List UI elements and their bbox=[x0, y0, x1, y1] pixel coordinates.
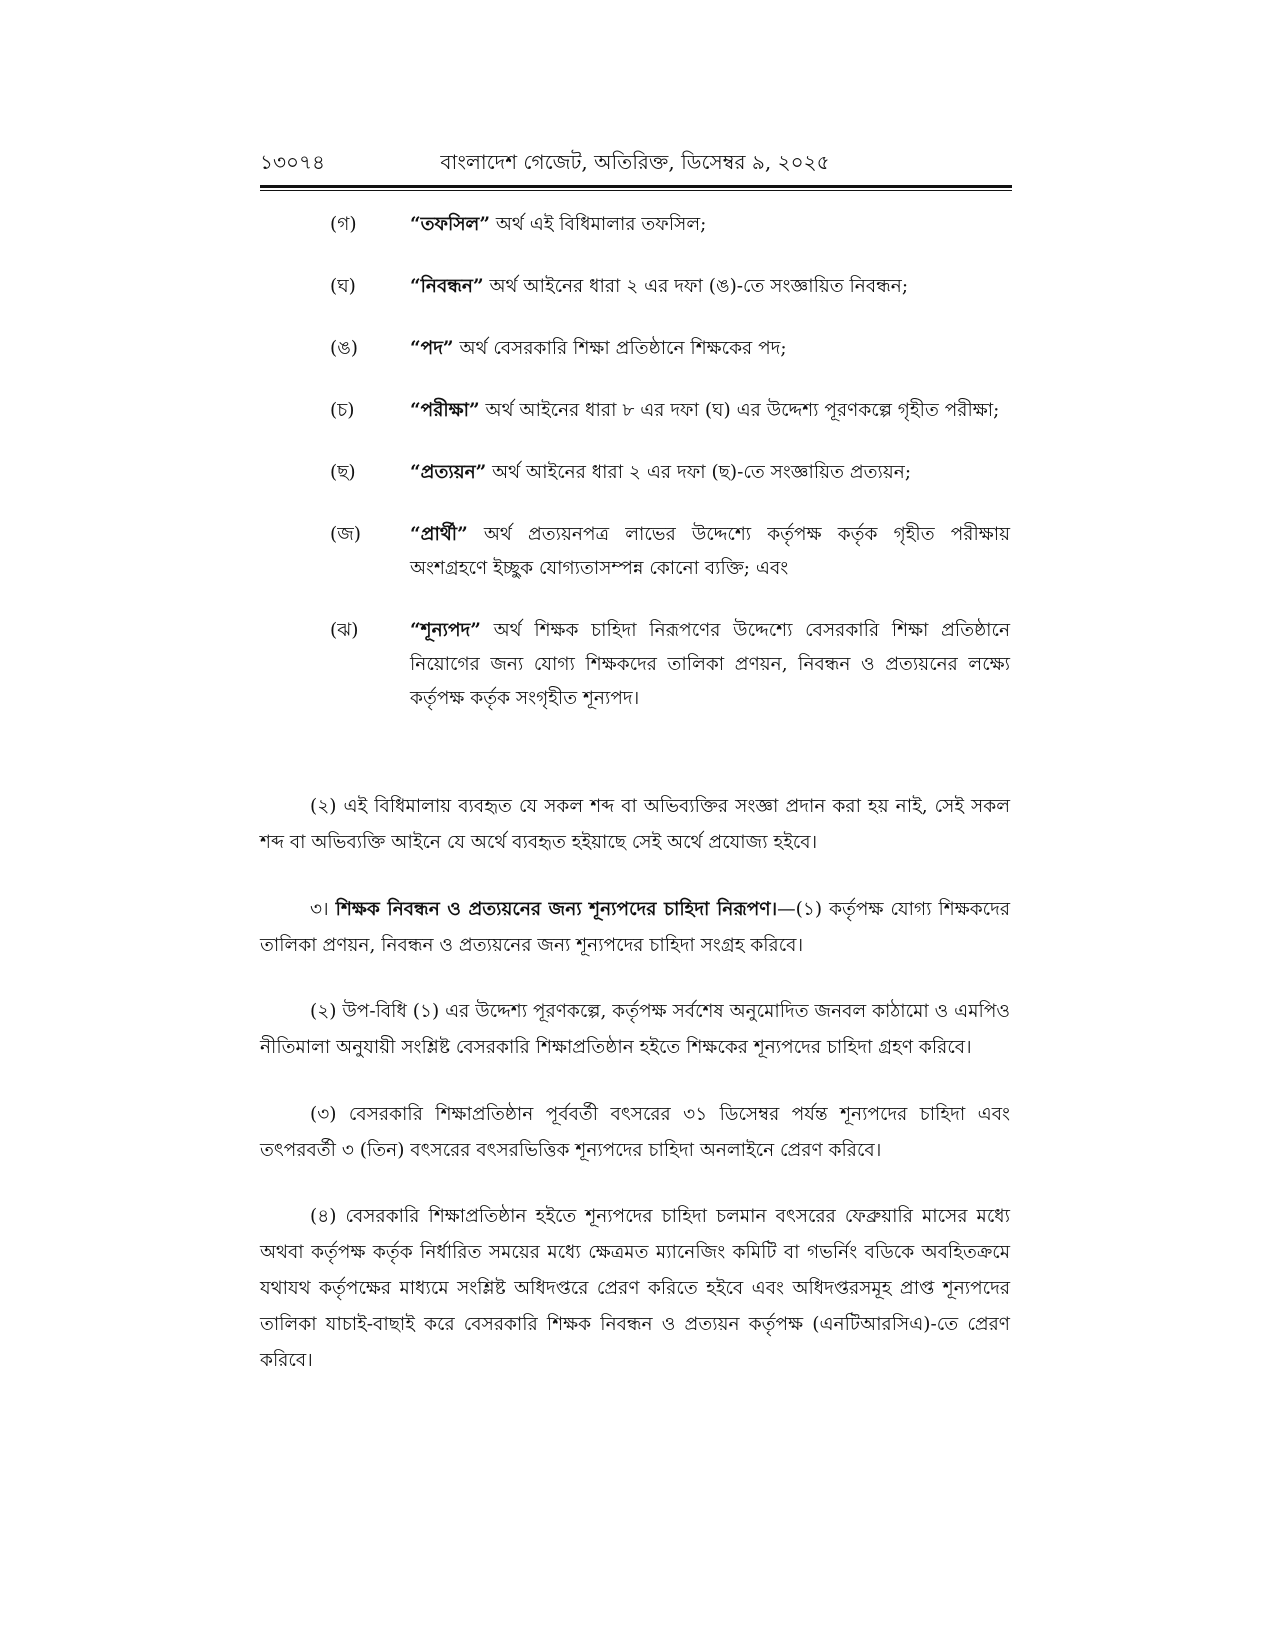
definition-term: “পদ” bbox=[410, 338, 454, 359]
definition-term: “শূন্যপদ” bbox=[410, 620, 481, 641]
definition-text bbox=[410, 614, 1010, 716]
header-rule-thick bbox=[260, 185, 1012, 188]
definition-term: “পরীক্ষা” bbox=[410, 400, 480, 421]
definition-text bbox=[410, 456, 1010, 490]
definition-meaning: অর্থ আইনের ধারা ২ এর দফা (ছ)-তে সংজ্ঞায়িত প্রত্যয়ন; bbox=[486, 462, 912, 483]
running-title: বাংলাদেশ গেজেট, অতিরিক্ত, ডিসেম্বর ৯, ২০২৫ bbox=[440, 150, 830, 174]
definition-item bbox=[330, 614, 1010, 716]
definition-number: (গ) bbox=[330, 214, 357, 235]
definition-item bbox=[330, 518, 1010, 586]
definition-text bbox=[410, 270, 1010, 304]
section-text: —(১) কর্তৃপক্ষ যোগ্য শিক্ষকদের তালিকা প্রণয়ন, নিবন্ধন ও প্রত্যয়নের জন্য শূন্যপদের চাহিদা সংগ্রহ করিবে। bbox=[260, 898, 1010, 956]
definition-number: (ঙ) bbox=[330, 338, 359, 359]
definition-meaning: অর্থ আইনের ধারা ৮ এর দফা (ঘ) এর উদ্দেশ্য পূরণকল্পে গৃহীত পরীক্ষা; bbox=[479, 400, 1000, 421]
definition-item bbox=[330, 332, 1010, 366]
section-number: ৩। bbox=[310, 898, 329, 920]
definition-meaning: অর্থ প্রত্যয়নপত্র লাভের উদ্দেশ্যে কর্তৃপক্ষ কর্তৃক গৃহীত পরীক্ষায় অংশগ্রহণে ইচ্ছুক যোগ্যতাসম্পন্ন কোনো ব্যক্তি; এবং bbox=[410, 524, 1010, 579]
definition-number: (ছ) bbox=[330, 462, 356, 483]
section-3-subrule-3: (৩) বেসরকারি শিক্ষাপ্রতিষ্ঠান পূর্ববর্তী বৎসরের ৩১ ডিসেম্বর পর্যন্ত শূন্যপদের চাহিদা এবং তৎপরবর্তী ৩ (তিন) বৎসরের বৎসরভিত্তিক শূন্যপদের চাহিদা অনলাইনে প্রেরণ করিবে। bbox=[260, 1103, 1010, 1161]
definition-number: (ঘ) bbox=[330, 276, 356, 297]
header-rule-thin bbox=[260, 190, 1012, 191]
rule-2-subrule-2: (২) এই বিধিমালায় ব্যবহৃত যে সকল শব্দ বা অভিব্যক্তির সংজ্ঞা প্রদান করা হয় নাই, সেই সকল শব্দ বা অভিব্যক্তি আইনে যে অর্থে ব্যবহৃত হইয়াছে সেই অর্থে প্রযোজ্য হইবে। bbox=[260, 795, 1010, 853]
definition-meaning: অর্থ বেসরকারি শিক্ষা প্রতিষ্ঠানে শিক্ষকের পদ; bbox=[453, 338, 787, 359]
definition-text bbox=[410, 518, 1010, 586]
definition-text bbox=[410, 394, 1010, 428]
definition-term: “প্রার্থী” bbox=[410, 524, 468, 545]
definition-item bbox=[330, 394, 1010, 428]
page-header bbox=[260, 148, 1010, 188]
definition-meaning: অর্থ আইনের ধারা ২ এর দফা (ঙ)-তে সংজ্ঞায়িত নিবন্ধন; bbox=[483, 276, 909, 297]
definition-item bbox=[330, 208, 1010, 242]
definition-term: “প্রত্যয়ন” bbox=[410, 462, 487, 483]
definition-term: “তফসিল” bbox=[410, 214, 490, 235]
definition-text bbox=[410, 332, 1010, 366]
definition-list bbox=[330, 208, 1010, 744]
definition-item bbox=[330, 456, 1010, 490]
definition-number: (জ) bbox=[330, 524, 361, 545]
definition-term: “নিবন্ধন” bbox=[410, 276, 484, 297]
page-number: ১৩০৭৪ bbox=[260, 150, 325, 174]
section-3-subrule-1 bbox=[260, 892, 1010, 964]
definition-item bbox=[330, 270, 1010, 304]
section-3-subrule-4: (৪) বেসরকারি শিক্ষাপ্রতিষ্ঠান হইতে শূন্যপদের চাহিদা চলমান বৎসরের ফেব্রুয়ারি মাসের মধ্যে অথবা কর্তৃপক্ষ কর্তৃক নির্ধারিত সময়ের মধ্যে ক্ষেত্রমত ম্যানেজিং কমিটি বা গভর্নিং বডিকে অবহিতক্রমে যথাযথ কর্তৃপক্ষের মাধ্যমে সংশ্লিষ্ট অধিদপ্তরে প্রেরণ করিতে হইবে এবং অধিদপ্তরসমূহ প্রাপ্ত শূন্যপদের তালিকা যাচাই-বাছাই করে বেসরকারি শিক্ষক নিবন্ধন ও প্রত্যয়ন কর্তৃপক্ষ (এনটিআরসিএ)-তে প্রেরণ করিবে। bbox=[260, 1205, 1010, 1371]
definition-text bbox=[410, 208, 1010, 242]
definition-number: (ঝ) bbox=[330, 620, 359, 641]
section-3-subrule-2: (২) উপ-বিধি (১) এর উদ্দেশ্য পূরণকল্পে, কর্তৃপক্ষ সর্বশেষ অনুমোদিত জনবল কাঠামো ও এমপিও নীতিমালা অনুযায়ী সংশ্লিষ্ট বেসরকারি শিক্ষাপ্রতিষ্ঠান হইতে শিক্ষকের শূন্যপদের চাহিদা গ্রহণ করিবে। bbox=[260, 1000, 1010, 1058]
definition-meaning: অর্থ শিক্ষক চাহিদা নিরূপণের উদ্দেশ্যে বেসরকারি শিক্ষা প্রতিষ্ঠানে নিয়োগের জন্য যোগ্য শিক্ষকদের তালিকা প্রণয়ন, নিবন্ধন ও প্রত্যয়নের লক্ষ্যে কর্তৃপক্ষ কর্তৃক সংগৃহীত শূন্যপদ। bbox=[410, 620, 1010, 709]
definition-meaning: অর্থ এই বিধিমালার তফসিল; bbox=[489, 214, 707, 235]
definition-number: (চ) bbox=[330, 400, 355, 421]
section-heading: শিক্ষক নিবন্ধন ও প্রত্যয়নের জন্য শূন্যপদের চাহিদা নিরূপণ। bbox=[335, 898, 778, 920]
